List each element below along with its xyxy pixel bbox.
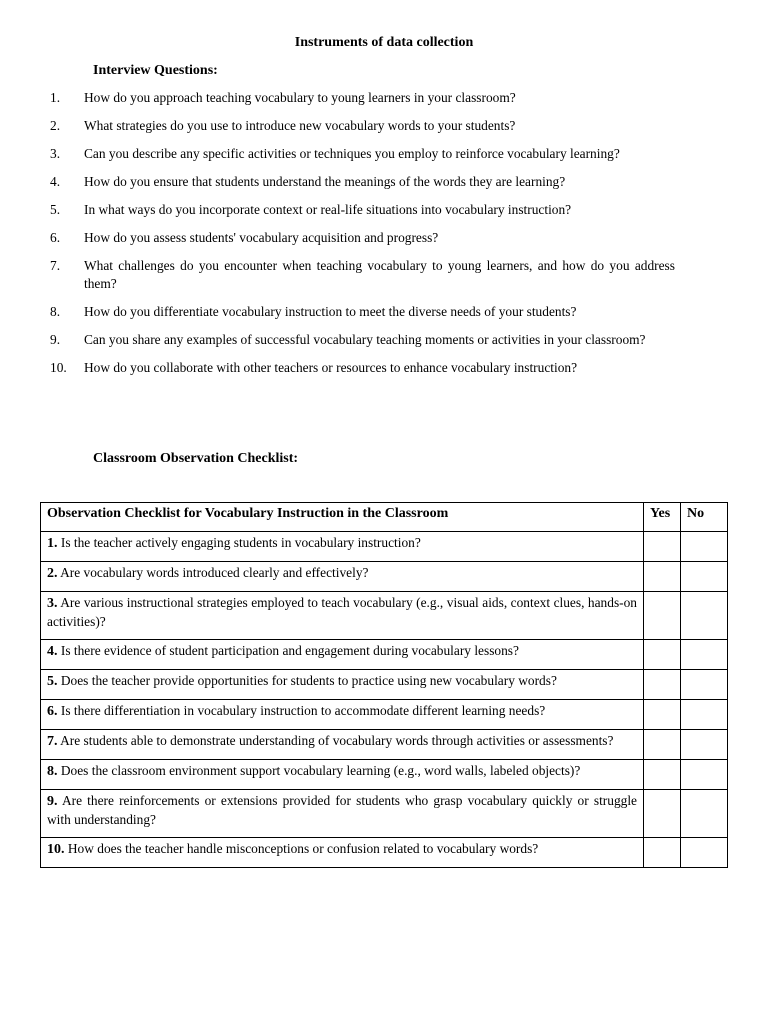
table-row <box>41 532 728 562</box>
no-cell[interactable] <box>681 838 728 868</box>
list-item <box>50 145 675 163</box>
question-number: 4. <box>50 174 61 189</box>
criterion-number: 8. <box>47 764 58 779</box>
criterion-text: Is there evidence of student participation and engagement during vocabulary lessons? <box>60 643 519 658</box>
no-cell[interactable] <box>681 790 728 838</box>
criterion-cell <box>41 532 644 562</box>
question-number: 3. <box>50 146 61 161</box>
table-row <box>41 730 728 760</box>
criterion-cell <box>41 760 644 790</box>
criterion-text: Are various instructional strategies employed to teach vocabulary (e.g., visual aids, context clues, hands-on activities)? <box>47 595 638 629</box>
criterion-number: 5. <box>47 674 58 689</box>
yes-cell[interactable] <box>644 592 681 640</box>
list-item <box>50 331 675 349</box>
no-cell[interactable] <box>681 760 728 790</box>
question-text: What strategies do you use to introduce new vocabulary words to your students? <box>84 118 516 133</box>
criterion-cell <box>41 790 644 838</box>
no-cell[interactable] <box>681 700 728 730</box>
question-text: How do you collaborate with other teachers or resources to enhance vocabulary instruction? <box>84 360 578 375</box>
criterion-number: 2. <box>47 566 58 581</box>
question-text: How do you differentiate vocabulary instruction to meet the diverse needs of your students? <box>84 304 577 319</box>
question-number: 10. <box>50 360 67 375</box>
criterion-cell <box>41 838 644 868</box>
yes-cell[interactable] <box>644 838 681 868</box>
yes-cell[interactable] <box>644 670 681 700</box>
criterion-text: Are there reinforcements or extensions provided for students who grasp vocabulary quickly or struggle with understanding? <box>47 793 638 827</box>
list-item <box>50 89 675 107</box>
page-title: Instruments of data collection <box>294 35 474 50</box>
table-row <box>41 670 728 700</box>
yes-cell[interactable] <box>644 760 681 790</box>
no-cell[interactable] <box>681 562 728 592</box>
interview-questions-heading: Interview Questions: <box>93 63 218 78</box>
yes-cell[interactable] <box>644 532 681 562</box>
criterion-number: 4. <box>47 644 58 659</box>
table-row <box>41 562 728 592</box>
column-header-yes: Yes <box>644 503 681 532</box>
question-number: 6. <box>50 230 61 245</box>
table-row <box>41 838 728 868</box>
criterion-text: Is there differentiation in vocabulary instruction to accommodate different learning needs? <box>60 703 546 718</box>
criterion-number: 3. <box>47 596 58 611</box>
table-row <box>41 760 728 790</box>
criterion-cell <box>41 700 644 730</box>
table-row <box>41 700 728 730</box>
criterion-number: 7. <box>47 734 58 749</box>
question-number: 9. <box>50 332 61 347</box>
question-number: 8. <box>50 304 61 319</box>
question-text: In what ways do you incorporate context or real-life situations into vocabulary instruction? <box>84 202 572 217</box>
question-text: Can you share any examples of successful vocabulary teaching moments or activities in your classroom? <box>84 332 646 347</box>
no-cell[interactable] <box>681 730 728 760</box>
table-row <box>41 640 728 670</box>
observation-checklist-heading: Classroom Observation Checklist: <box>93 451 299 466</box>
list-item <box>50 117 675 135</box>
no-cell[interactable] <box>681 592 728 640</box>
list-item <box>50 257 675 293</box>
list-item <box>50 303 675 321</box>
list-item <box>50 359 675 377</box>
column-header-no: No <box>681 503 728 532</box>
no-cell[interactable] <box>681 640 728 670</box>
column-header-criteria: Observation Checklist for Vocabulary Instruction in the Classroom <box>41 503 644 532</box>
criterion-number: 6. <box>47 704 58 719</box>
no-cell[interactable] <box>681 670 728 700</box>
question-text: What challenges do you encounter when teaching vocabulary to young learners, and how do you address them? <box>84 258 675 291</box>
criterion-text: Are students able to demonstrate understanding of vocabulary words through activities or assessments? <box>60 733 614 748</box>
question-text: How do you ensure that students understand the meanings of the words they are learning? <box>84 174 566 189</box>
criterion-text: Are vocabulary words introduced clearly and effectively? <box>60 565 369 580</box>
criterion-text: Is the teacher actively engaging students in vocabulary instruction? <box>60 535 421 550</box>
criterion-cell <box>41 640 644 670</box>
interview-question-list <box>50 89 675 387</box>
list-item <box>50 201 675 219</box>
question-number: 5. <box>50 202 61 217</box>
question-number: 2. <box>50 118 61 133</box>
criterion-text: Does the teacher provide opportunities for students to practice using new vocabulary words? <box>60 673 557 688</box>
table-header-row <box>41 503 728 532</box>
table-row <box>41 790 728 838</box>
question-text: Can you describe any specific activities or techniques you employ to reinforce vocabulary learning? <box>84 146 620 161</box>
list-item <box>50 229 675 247</box>
criterion-text: How does the teacher handle misconceptions or confusion related to vocabulary words? <box>67 841 539 856</box>
criterion-cell <box>41 592 644 640</box>
criterion-number: 1. <box>47 536 58 551</box>
yes-cell[interactable] <box>644 730 681 760</box>
yes-cell[interactable] <box>644 640 681 670</box>
yes-cell[interactable] <box>644 700 681 730</box>
list-item <box>50 173 675 191</box>
criterion-number: 9. <box>47 794 58 809</box>
no-cell[interactable] <box>681 532 728 562</box>
criterion-number: 10. <box>47 842 65 857</box>
question-number: 1. <box>50 90 61 105</box>
table-row <box>41 592 728 640</box>
yes-cell[interactable] <box>644 790 681 838</box>
criterion-cell <box>41 670 644 700</box>
question-text: How do you assess students' vocabulary acquisition and progress? <box>84 230 439 245</box>
yes-cell[interactable] <box>644 562 681 592</box>
question-text: How do you approach teaching vocabulary to young learners in your classroom? <box>84 90 516 105</box>
criterion-text: Does the classroom environment support vocabulary learning (e.g., word walls, labeled objects)? <box>60 763 581 778</box>
question-number: 7. <box>50 258 61 273</box>
criterion-cell <box>41 730 644 760</box>
criterion-cell <box>41 562 644 592</box>
observation-checklist-table <box>40 502 728 868</box>
